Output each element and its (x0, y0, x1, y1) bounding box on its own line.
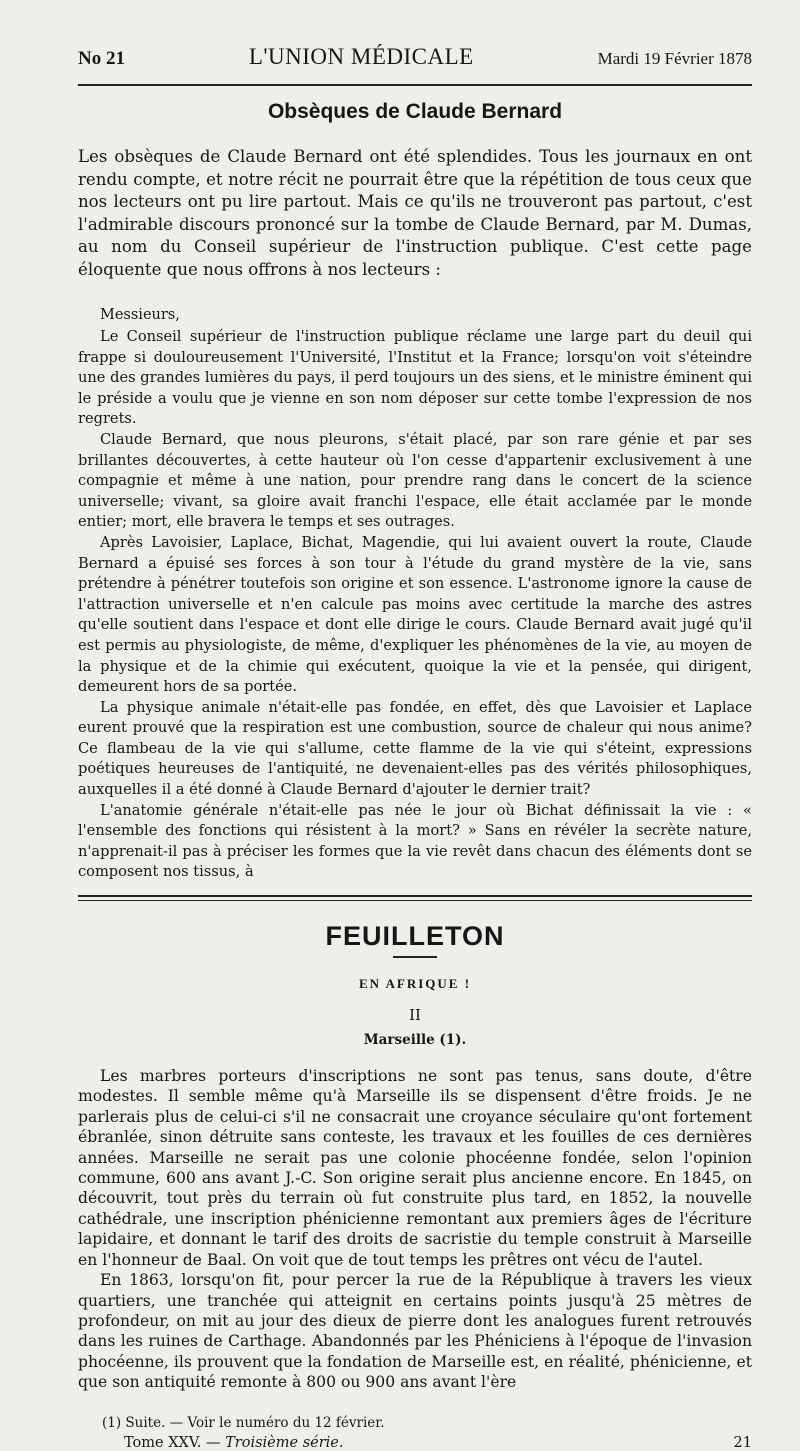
feuilleton-subtitle: EN AFRIQUE ! (358, 976, 472, 992)
speech-salutation: Messieurs, (100, 307, 180, 323)
feuilleton-part: II (409, 1006, 421, 1025)
page-number: 21 (733, 1434, 752, 1451)
speech-paragraph: La physique animale n'était-elle pas fondée, en effet, dès que Lavoisier et Laplace eurent prouvé que la respiration est une combustion, source de chaleur qui nous anime? Ce flambeau de la vie qui s'allume, cette flamme de la vie qui s'éteint, expressions poétiques heureuses de l'antiquité, ne devenaient-elles pas des vérités philosophiques, auxquelles il a été donné à Claude Bernard d'ajouter le dernier trait? (78, 698, 752, 799)
footnote: (1) Suite. — Voir le numéro du 12 février. (102, 1414, 385, 1431)
article-title: Obsèques de Claude Bernard (267, 100, 563, 123)
page-header (78, 44, 752, 80)
feuilleton-title-rule (393, 956, 437, 958)
section-divider (78, 895, 752, 897)
speech-paragraph: Après Lavoisier, Laplace, Bichat, Magendie, qui lui avaient ouvert la route, Claude Bernard a épuisé ses forces à son tour à l'étude du grand mystère de la vie, sans prétendre à pénétrer toutefois son origine et son essence. L'astronome ignore la cause de l'attraction universelle et n'en calcule pas moins avec certitude la marche des astres qu'elle soutient dans l'espace et dont elle dirige le cours. Claude Bernard avait jugé qu'il est permis au physiologiste, de même, d'expliquer les phénomènes de la vie, au moyen de la physique et de la chimie qui exécutent, quoique la vie et la pensée, qui dirigent, demeurent hors de sa portée. (78, 533, 752, 696)
footer-volume (124, 1435, 343, 1451)
feuilleton-section: Marseille (1). (363, 1032, 467, 1049)
journal-title: L'UNION MÉDICALE (248, 44, 474, 69)
article-intro: Les obsèques de Claude Bernard ont été splendides. Tous les journaux en ont rendu compte, et notre récit ne pourrait être que la répétition de tous ceux que nos lecteurs ont pu lire partout. Mais ce qu'ils ne trouveront pas partout, c'est l'admirable discours prononcé sur la tombe de Claude Bernard, par M. Dumas, au nom du Conseil supérieur de l'instruction publique. C'est cette page éloquente que nous offrons à nos lecteurs : (78, 147, 752, 279)
issue-number: No 21 (78, 48, 125, 69)
feuilleton-paragraph: Les marbres porteurs d'inscriptions ne sont pas tenus, sans doute, d'être modestes. Il semble même qu'à Marseille ils se dispensent d'être froids. Je ne parlerais plus de celui-ci s'il ne consacrait une croyance séculaire qu'ont fortement ébranlée, sinon détruite sans conteste, les travaux et les fouilles de ces dernières années. Marseille ne serait pas une colonie phocéenne fondée, selon l'opinion commune, 600 ans avant J.-C. Son origine serait plus ancienne encore. En 1845, on découvrit, tout près du terrain où fut construite plus tard, en 1852, la nouvelle cathédrale, une inscription phénicienne remontant aux premiers âges de l'écriture lapidaire, et donnant le tarif des droits de sacristie du temple construit à Marseille en l'honneur de Baal. On voit que de tout temps les prêtres ont vécu de l'autel. (78, 1067, 752, 1269)
header-rule (78, 84, 752, 86)
feuilleton-title: FEUILLETON (325, 921, 505, 952)
feuilleton-body (78, 1066, 752, 1393)
footer-series: Troisième série. (225, 1434, 344, 1451)
speech-paragraph: Le Conseil supérieur de l'instruction publique réclame une large part du deuil qui frappe si douloureusement l'Université, l'Institut et la France; lorsqu'on voit s'éteindre une des grandes lumières du pays, il perd toujours un des siens, et le ministre éminent qui le préside a voulu que je vienne en son nom déposer sur cette tombe l'expression de nos regrets. (78, 328, 752, 428)
footer-volume-label: Tome XXV. — (124, 1434, 221, 1451)
speech-body (78, 327, 752, 883)
page-footer (124, 1435, 752, 1451)
feuilleton-paragraph: En 1863, lorsqu'on fit, pour percer la rue de la République à travers les vieux quartiers, une tranchée qui atteignit en certains points jusqu'à 25 mètres de profondeur, on mit au jour des dieux de pierre dont les analogues furent retrouvés dans les ruines de Carthage. Abandonnés par les Phéniciens à l'époque de l'invasion phocéenne, ils prouvent que la fondation de Marseille est, en réalité, phénicienne, et que son antiquité remonte à 800 ou 900 ans avant l'ère (78, 1271, 752, 1392)
speech-paragraph: L'anatomie générale n'était-elle pas née le jour où Bichat définissait la vie : « l'ensemble des fonctions qui résistent à la mort? » Sans en révéler la secrète nature, n'apprenait-il pas à préciser les formes que la vie revêt dans chacun des éléments dont se composent nos tissus, à (78, 801, 752, 881)
section-divider-thin (78, 900, 752, 901)
issue-date: Mardi 19 Février 1878 (597, 49, 752, 68)
speech-paragraph: Claude Bernard, que nous pleurons, s'était placé, par son rare génie et par ses brillantes découvertes, à cette hauteur où l'on cesse d'appartenir exclusivement à une compagnie et même à une nation, pour prendre rang dans le concert de la science universelle; vivant, sa gloire avait franchi l'espace, elle était acclamée par le monde entier; mort, elle bravera le temps et ses outrages. (78, 430, 752, 531)
